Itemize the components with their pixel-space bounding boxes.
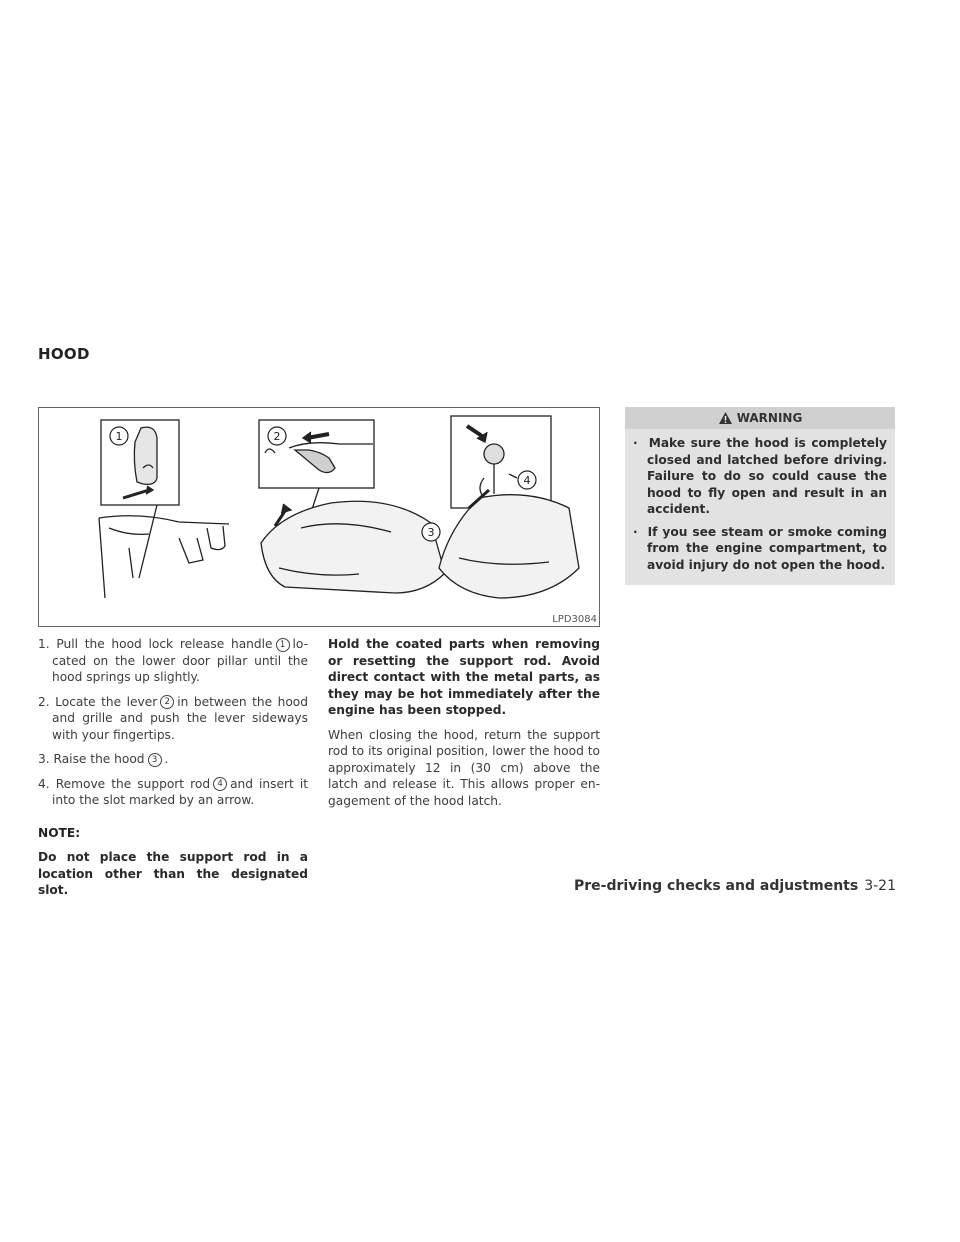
page-footer bbox=[574, 878, 896, 894]
warning-title: WARNING bbox=[736, 411, 803, 425]
warning-header bbox=[625, 407, 895, 429]
figure-code: LPD3084 bbox=[552, 614, 597, 625]
callout-3: 3 bbox=[427, 526, 435, 539]
step-number: 2. bbox=[38, 694, 50, 709]
panel-lever bbox=[259, 420, 445, 593]
closing-text: When closing the hood, return the support rod to its original position, lower the hood to approximately 12 in (30 cm) above the latch and release it. This allows proper en-gagement of the hood latch. bbox=[328, 727, 600, 808]
step-2 bbox=[38, 694, 308, 744]
bullet-icon: · bbox=[633, 436, 649, 450]
step-3 bbox=[38, 751, 308, 768]
step-text: Raise the hood bbox=[53, 752, 145, 766]
step-text: Pull the hood lock release handle bbox=[56, 637, 273, 651]
callout-1: 1 bbox=[115, 430, 123, 443]
step-text-cont: lo-cated on the lower door pillar until the hood springs up slightly. bbox=[52, 637, 308, 684]
callout-4: 4 bbox=[523, 474, 531, 487]
step-marker: 2 bbox=[160, 695, 174, 709]
warning-item-text: If you see steam or smoke coming from the engine compartment, to avoid injury do not open the hood. bbox=[647, 524, 887, 572]
step-number: 4. bbox=[38, 776, 50, 791]
step-number: 3. bbox=[38, 752, 50, 766]
step-marker: 3 bbox=[148, 753, 162, 767]
callout-2: 2 bbox=[273, 430, 281, 443]
warning-column bbox=[625, 407, 895, 585]
panel-support-rod bbox=[439, 416, 579, 598]
warning-triangle-icon bbox=[718, 411, 733, 425]
page-number: 3-21 bbox=[864, 878, 896, 894]
panel-release-handle bbox=[99, 420, 229, 598]
middle-column bbox=[328, 636, 600, 817]
step-text-cont: . bbox=[164, 752, 169, 766]
section-title: HOOD bbox=[38, 345, 90, 363]
step-text: Remove the support rod bbox=[55, 776, 211, 791]
step-number: 1. bbox=[38, 637, 50, 651]
hood-illustration bbox=[38, 407, 600, 627]
step-marker: 1 bbox=[276, 638, 290, 652]
caution-text: Hold the coated parts when removing or resetting the support rod. Avoid direct contact with the metal parts, as they may be hot immediately after the engine has been stopped. bbox=[328, 637, 600, 717]
warning-item-text: Make sure the hood is completely closed and latched before driving. Failure to do so could cause the hood to fly open and result in an accident. bbox=[647, 436, 887, 516]
hood-diagram-svg bbox=[39, 408, 600, 627]
step-text: Locate the lever bbox=[55, 694, 158, 709]
note-text: Do not place the support rod in a location other than the designated slot. bbox=[38, 850, 308, 897]
step-1 bbox=[38, 636, 308, 686]
warning-box bbox=[625, 407, 895, 585]
step-marker: 4 bbox=[213, 777, 227, 791]
steps-column bbox=[38, 636, 308, 907]
warning-item bbox=[633, 524, 887, 574]
warning-item bbox=[633, 435, 887, 518]
step-text-cont: in between the hood and grille and push the lever sideways with your fingertips. bbox=[52, 694, 308, 742]
step-text-cont: and insert it into the slot marked by an arrow. bbox=[52, 776, 309, 807]
note-title: NOTE: bbox=[38, 825, 81, 840]
bullet-icon: · bbox=[633, 524, 648, 539]
step-4 bbox=[38, 776, 308, 809]
footer-section: Pre-driving checks and adjustments bbox=[574, 878, 859, 894]
